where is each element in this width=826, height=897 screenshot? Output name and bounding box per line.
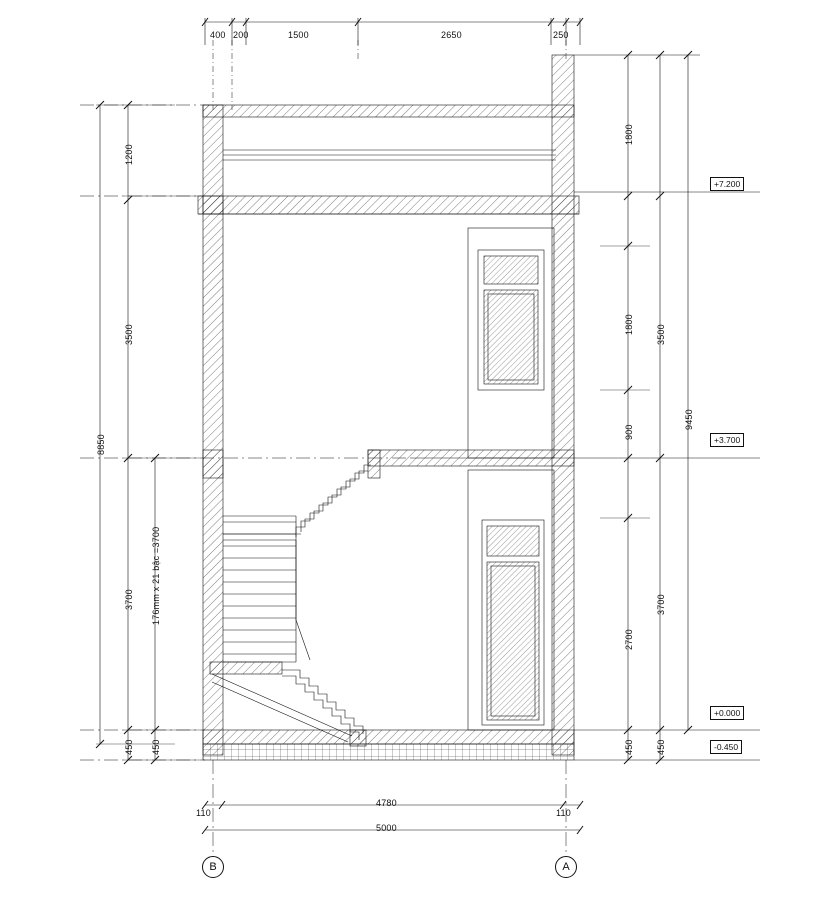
- dim-right-450b: 450: [656, 739, 666, 755]
- elevation-tag-7200: +7.200: [710, 177, 744, 191]
- dim-right-3500: 3500: [656, 324, 666, 345]
- dim-left-3700: 3700: [124, 589, 134, 610]
- dim-right-1800-top: 1800: [624, 124, 634, 145]
- dim-bottom-110-left: 110: [196, 808, 211, 818]
- dim-bottom-4780: 4780: [376, 798, 397, 808]
- dim-right-450: 450: [624, 739, 634, 755]
- grid-bubble-a: A: [555, 856, 577, 878]
- grid-bubble-b: B: [202, 856, 224, 878]
- dim-top-2650: 2650: [441, 30, 462, 40]
- elevation-tag-3700: +3.700: [710, 433, 744, 447]
- dim-bottom-110-right: 110: [556, 808, 571, 818]
- dim-left-8850: 8850: [96, 434, 106, 455]
- dim-left-1200: 1200: [124, 144, 134, 165]
- dim-top-200: 200: [233, 30, 249, 40]
- dim-right-2700: 2700: [624, 629, 634, 650]
- dim-top-250: 250: [553, 30, 569, 40]
- dim-top-400: 400: [210, 30, 226, 40]
- dim-left-450: 450: [124, 739, 134, 755]
- dim-right-900: 900: [624, 424, 634, 440]
- dim-bottom-5000: 5000: [376, 823, 397, 833]
- dim-top-1500: 1500: [288, 30, 309, 40]
- dim-right-9450: 9450: [684, 409, 694, 430]
- dim-right-3700: 3700: [656, 594, 666, 615]
- stair-note: 176mm x 21 bậc =3700: [151, 526, 161, 625]
- dim-left-450b: 450: [151, 739, 161, 755]
- dim-left-3500: 3500: [124, 324, 134, 345]
- elevation-tag-m0450: -0.450: [710, 740, 742, 754]
- elevation-tag-0000: +0.000: [710, 706, 744, 720]
- dim-right-1800: 1800: [624, 314, 634, 335]
